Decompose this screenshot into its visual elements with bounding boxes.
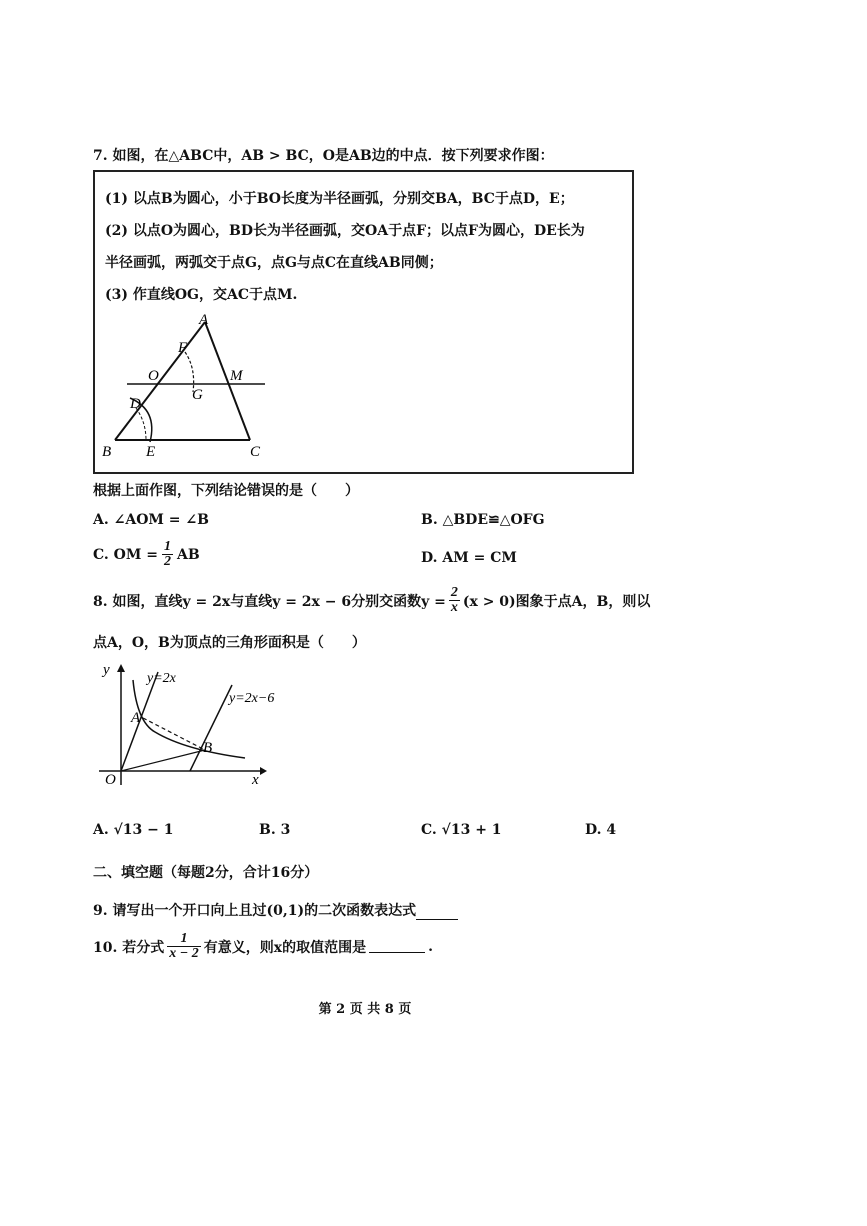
axis-label-x: x bbox=[252, 772, 259, 788]
q7-option-c-prefix: C. OM = bbox=[93, 546, 158, 563]
q8-stem-a: 8. 如图，直线y = 2x与直线y = 2x − 6分别交函数y = bbox=[93, 593, 446, 610]
q7-instruction-box bbox=[93, 170, 634, 474]
frac-numerator: 1 bbox=[167, 932, 200, 947]
q7-option-d: D. AM = CM bbox=[421, 550, 517, 566]
segment-ab bbox=[143, 718, 205, 750]
segment-ob bbox=[121, 750, 205, 771]
frac-denominator: x − 2 bbox=[169, 946, 199, 961]
q8-option-a: A. √13 − 1 bbox=[93, 822, 174, 838]
q7-step-1: (1) 以点B为圆心，小于BO长度为半径画弧，分别交BA，BC于点D，E； bbox=[105, 191, 574, 207]
label-origin: O bbox=[105, 772, 116, 788]
y-axis-arrow bbox=[117, 664, 125, 672]
q7-option-c-suffix: AB bbox=[176, 546, 200, 563]
frac-denominator: 2 bbox=[163, 554, 171, 569]
q8-graph-figure bbox=[95, 660, 275, 790]
label-point-b: B bbox=[203, 740, 213, 756]
label-point-a: A bbox=[131, 710, 141, 726]
q8-stem-b: (x > 0)图象于点A，B，则以 bbox=[462, 593, 651, 610]
label-d: D bbox=[130, 396, 141, 412]
q7-option-b: B. △BDE≌△OFG bbox=[421, 512, 545, 528]
q8-stem-c: 点A，O，B为顶点的三角形面积是（ ） bbox=[93, 635, 366, 651]
q10 bbox=[93, 932, 433, 961]
q10-suffix: 有意义，则x的取值范围是 bbox=[203, 939, 367, 956]
q7-option-c bbox=[93, 540, 200, 569]
label-g: G bbox=[192, 387, 203, 403]
label-a: A bbox=[199, 312, 209, 328]
line-y-2x-6 bbox=[190, 685, 232, 771]
label-f: F bbox=[178, 340, 188, 356]
q7-option-c-fraction bbox=[162, 540, 173, 569]
label-b: B bbox=[102, 444, 112, 460]
q8-option-c: C. √13 + 1 bbox=[421, 822, 502, 838]
x-axis-arrow bbox=[260, 767, 267, 775]
axis-label-y: y bbox=[103, 662, 110, 678]
q7-stem: 7. 如图，在△ABC中，AB > BC，O是AB边的中点．按下列要求作图： bbox=[93, 148, 554, 164]
frac-denominator: x bbox=[450, 600, 458, 615]
q7-option-a: A. ∠AOM = ∠B bbox=[93, 512, 209, 528]
q10-answer-blank[interactable] bbox=[369, 940, 425, 953]
q7-triangle-figure bbox=[100, 310, 300, 460]
q8-stem bbox=[93, 586, 650, 615]
label-m: M bbox=[230, 368, 243, 384]
label-e: E bbox=[146, 444, 156, 460]
label-line-2x: y=2x bbox=[147, 671, 176, 686]
arc-fg bbox=[185, 352, 194, 392]
q10-prefix: 10. 若分式 bbox=[93, 939, 165, 956]
label-line-2x-6: y=2x−6 bbox=[229, 691, 275, 706]
page-footer: 第 2 页 共 8 页 bbox=[318, 1002, 412, 1017]
q7-step-3: (3) 作直线OG，交AC于点M. bbox=[105, 287, 298, 303]
q9 bbox=[93, 900, 458, 920]
segment-ab bbox=[115, 322, 205, 440]
q8-option-b: B. 3 bbox=[259, 822, 291, 838]
chord-de bbox=[136, 408, 146, 440]
q9-answer-blank[interactable] bbox=[416, 907, 458, 920]
q9-text: 9. 请写出一个开口向上且过(0,1)的二次函数表达式 bbox=[93, 903, 417, 919]
q10-fraction bbox=[167, 932, 200, 961]
q10-end: . bbox=[428, 938, 433, 955]
frac-numerator: 2 bbox=[450, 585, 458, 600]
segment-ac bbox=[205, 322, 250, 440]
q8-option-d: D. 4 bbox=[585, 822, 617, 838]
section-heading: 二、填空题（每题2分，合计16分） bbox=[93, 865, 319, 881]
frac-numerator: 1 bbox=[163, 539, 171, 554]
label-c: C bbox=[250, 444, 261, 460]
q8-fraction bbox=[449, 586, 460, 615]
q7-step-2b: 半径画弧，两弧交于点G，点G与点C在直线AB同侧； bbox=[105, 255, 443, 271]
label-o: O bbox=[148, 368, 159, 384]
q7-question: 根据上面作图，下列结论错误的是（ ） bbox=[93, 483, 359, 499]
q7-step-2a: (2) 以点O为圆心，BD长为半径画弧，交OA于点F；以点F为圆心，DE长为 bbox=[105, 223, 585, 239]
